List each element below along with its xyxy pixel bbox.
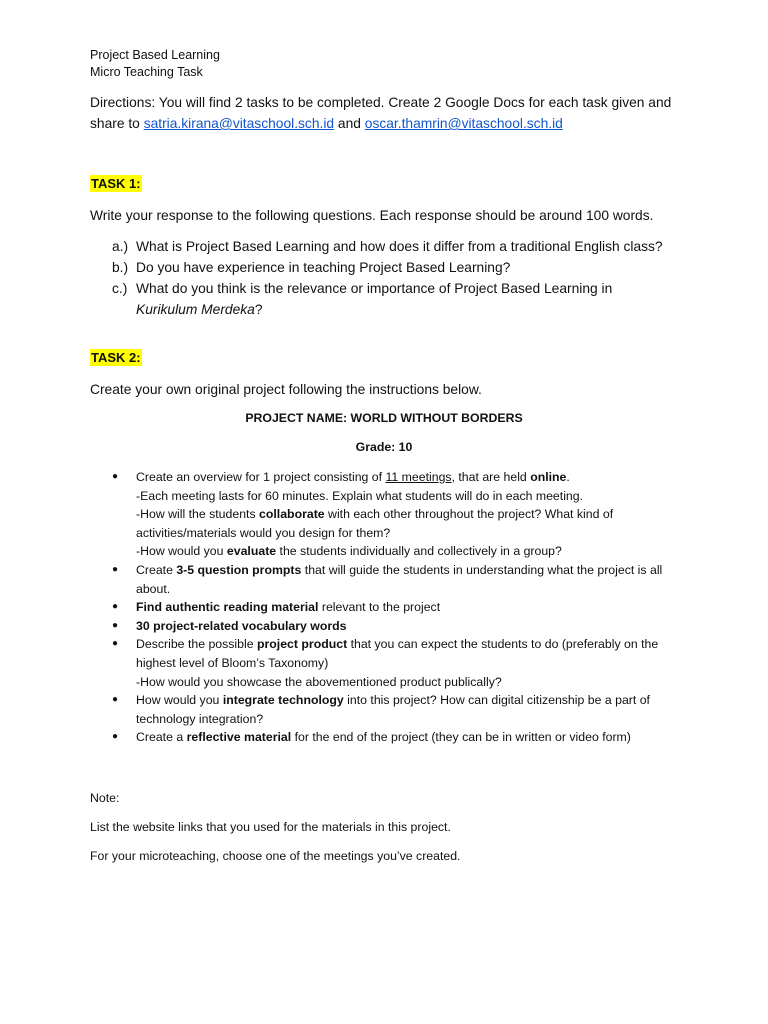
directions-text: Directions: You will find 2 tasks to be completed. Create 2 Google Docs for each task given and share to (90, 95, 672, 131)
header-title: Project Based Learning (90, 48, 220, 62)
directions-and: and (334, 116, 365, 131)
question-marker: a.) (112, 239, 129, 254)
question-end: ? (254, 302, 263, 317)
note-line-1: List the website links that you used for the materials in this project. (90, 820, 451, 834)
task1-intro: Write your response to the following questions. Each response should be around 100 words. (90, 208, 654, 223)
task2-label: TASK 2: (91, 350, 141, 365)
bullet-icon: ● (112, 731, 119, 743)
question-text: Do you have experience in teaching Project Based Learning? (136, 260, 511, 275)
question-b (90, 257, 690, 278)
task1-question-list (90, 236, 690, 320)
question-marker: c.) (112, 281, 128, 296)
task1-heading (90, 175, 142, 193)
note-line-2: For your microteaching, choose one of the meetings you’ve created. (90, 849, 461, 863)
bullet-vocabulary: ● 30 project-related vocabulary words (90, 617, 690, 636)
note-label: Note: (90, 791, 120, 805)
directions (90, 92, 680, 134)
task2-bullet-list (90, 468, 690, 747)
bullet-icon: ● (112, 694, 119, 706)
bullet-reading-material: ● Find authentic reading material relevant to the project (90, 598, 690, 617)
grade: Grade: 10 (355, 440, 413, 454)
bullet-question-prompts: ● Create 3-5 question prompts that will guide the students in understanding what the project is all about. (112, 562, 663, 596)
question-text: What do you think is the relevance or importance of Project Based Learning in (136, 281, 613, 296)
header-subtitle: Micro Teaching Task (90, 65, 203, 79)
email-link-oscar[interactable]: oscar.thamrin@vitaschool.sch.id (364, 116, 563, 131)
email-link-satria[interactable]: satria.kirana@vitaschool.sch.id (143, 116, 335, 131)
bullet-icon: ● (112, 563, 119, 575)
bullet-icon: ● (112, 619, 119, 631)
project-name: PROJECT NAME: WORLD WITHOUT BORDERS (245, 411, 523, 425)
bullet-overview: ● Create an overview for 1 project consisting of 11 meetings, that are held online. -Each meeting lasts for 60 minutes. Explain what students will do in each meeting. -How will the students collaborate with each other throughout the project? What kind of activities/materials would you design for them? -How would you evaluate the students individually and collectively in a group? (112, 470, 614, 559)
task1-label: TASK 1: (91, 176, 141, 191)
header (90, 47, 220, 81)
question-italic: Kurikulum Merdeka (136, 302, 255, 317)
bullet-icon: ● (112, 638, 119, 650)
question-text: What is Project Based Learning and how does it differ from a traditional English class? (136, 239, 663, 254)
bullet-project-product: ● Describe the possible project product that you can expect the students to do (preferably on the highest level of Bloom’s Taxonomy) -How would you showcase the abovementioned product publically? (112, 637, 659, 689)
task2-intro: Create your own original project following the instructions below. (90, 382, 482, 397)
bullet-reflective-material: ● Create a reflective material for the end of the project (they can be in written or video form) (90, 728, 690, 747)
question-marker: b.) (112, 260, 129, 275)
question-a (90, 236, 690, 257)
bullet-icon: ● (112, 471, 119, 482)
task2-heading (90, 349, 142, 367)
question-c (90, 278, 636, 320)
bullet-icon: ● (112, 601, 119, 613)
bullet-technology: ● How would you integrate technology into this project? How can digital citizenship be a part of technology integration? (112, 693, 650, 726)
